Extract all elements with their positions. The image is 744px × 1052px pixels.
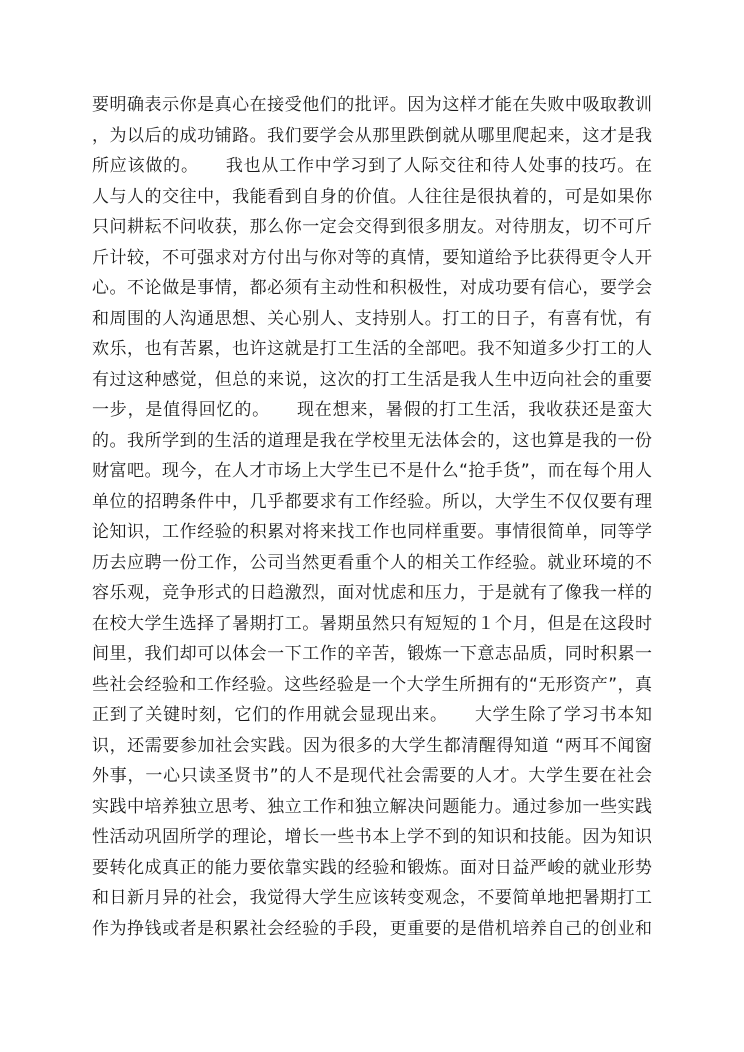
text-line: 性活动巩固所学的理论，增长一些书本上学不到的知识和技能。因为知识 <box>92 827 652 847</box>
text-line: 历去应聘一份工作，公司当然更看重个人的相关工作经验。就业环境的不 <box>92 552 652 573</box>
text-line: 有过这种感觉，但总的来说，这次的打工生活是我人生中迈向社会的重要 <box>92 369 652 390</box>
text-line: 外事，一心只读圣贤书”的人不是现代社会需要的人才。大学生要在社会 <box>92 766 652 786</box>
text-line: 和周围的人沟通思想、关心别人、支持别人。打工的日子，有喜有忧，有 <box>92 308 652 329</box>
text-line: 间里，我们却可以体会一下工作的辛苦，锻炼一下意志品质，同时积累一 <box>92 644 652 664</box>
text-line: 容乐观，竞争形式的日趋激烈，面对忧虑和压力，于是就有了像我一样的 <box>92 583 652 603</box>
text-line: 些社会经验和工作经验。这些经验是一个大学生所拥有的“无形资产”，真 <box>92 674 652 695</box>
text-line: 要转化成真正的能力要依靠实践的经验和锻炼。面对日益严峻的就业形势 <box>92 857 652 878</box>
text-line: 在校大学生选择了暑期打工。暑期虽然只有短短的１个月，但是在这段时 <box>92 613 652 634</box>
text-line: 所应该做的。 我也从工作中学习到了人际交往和待人处事的技巧。在 <box>92 156 652 176</box>
text-line: 正到了关键时刻，它们的作用就会显现出来。 大学生除了学习书本知 <box>92 705 652 725</box>
body-text <box>92 90 652 944</box>
text-line: 要明确表示你是真心在接受他们的批评。因为这样才能在失败中吸取教训 <box>92 95 652 115</box>
text-line: 只问耕耘不问收获，那么你一定会交得到很多朋友。对待朋友，切不可斤 <box>92 217 652 237</box>
text-line: 斤计较，不可强求对方付出与你对等的真情，要知道给予比获得更令人开 <box>92 247 652 268</box>
text-line: 欢乐，也有苦累，也许这就是打工生活的全部吧。我不知道多少打工的人 <box>92 339 652 359</box>
text-line: 实践中培养独立思考、独立工作和独立解决问题能力。通过参加一些实践 <box>92 796 652 817</box>
text-line: 识，还需要参加社会实践。因为很多的大学生都清醒得知道 “两耳不闻窗 <box>92 735 652 756</box>
text-line: 财富吧。现今，在人才市场上大学生已不是什么“抢手货”，而在每个用人 <box>92 461 652 481</box>
text-line: 和日新月异的社会，我觉得大学生应该转变观念，不要简单地把暑期打工 <box>92 888 652 908</box>
text-line: 作为挣钱或者是积累社会经验的手段，更重要的是借机培养自己的创业和 <box>92 918 652 939</box>
text-line: 人与人的交往中，我能看到自身的价值。人往往是很执着的，可是如果你 <box>92 186 652 207</box>
text-line: 单位的招聘条件中，几乎都要求有工作经验。所以，大学生不仅仅要有理 <box>92 491 652 512</box>
text-line: ，为以后的成功铺路。我们要学会从那里跌倒就从哪里爬起来，这才是我 <box>92 125 652 146</box>
text-line: 论知识，工作经验的积累对将来找工作也同样重要。事情很简单，同等学 <box>92 522 652 542</box>
text-line: 一步，是值得回忆的。 现在想来，暑假的打工生活，我收获还是蛮大 <box>92 400 652 420</box>
text-line: 的。我所学到的生活的道理是我在学校里无法体会的，这也算是我的一份 <box>92 430 652 451</box>
text-line: 心。不论做是事情，都必须有主动性和积极性，对成功要有信心，要学会 <box>92 278 652 298</box>
